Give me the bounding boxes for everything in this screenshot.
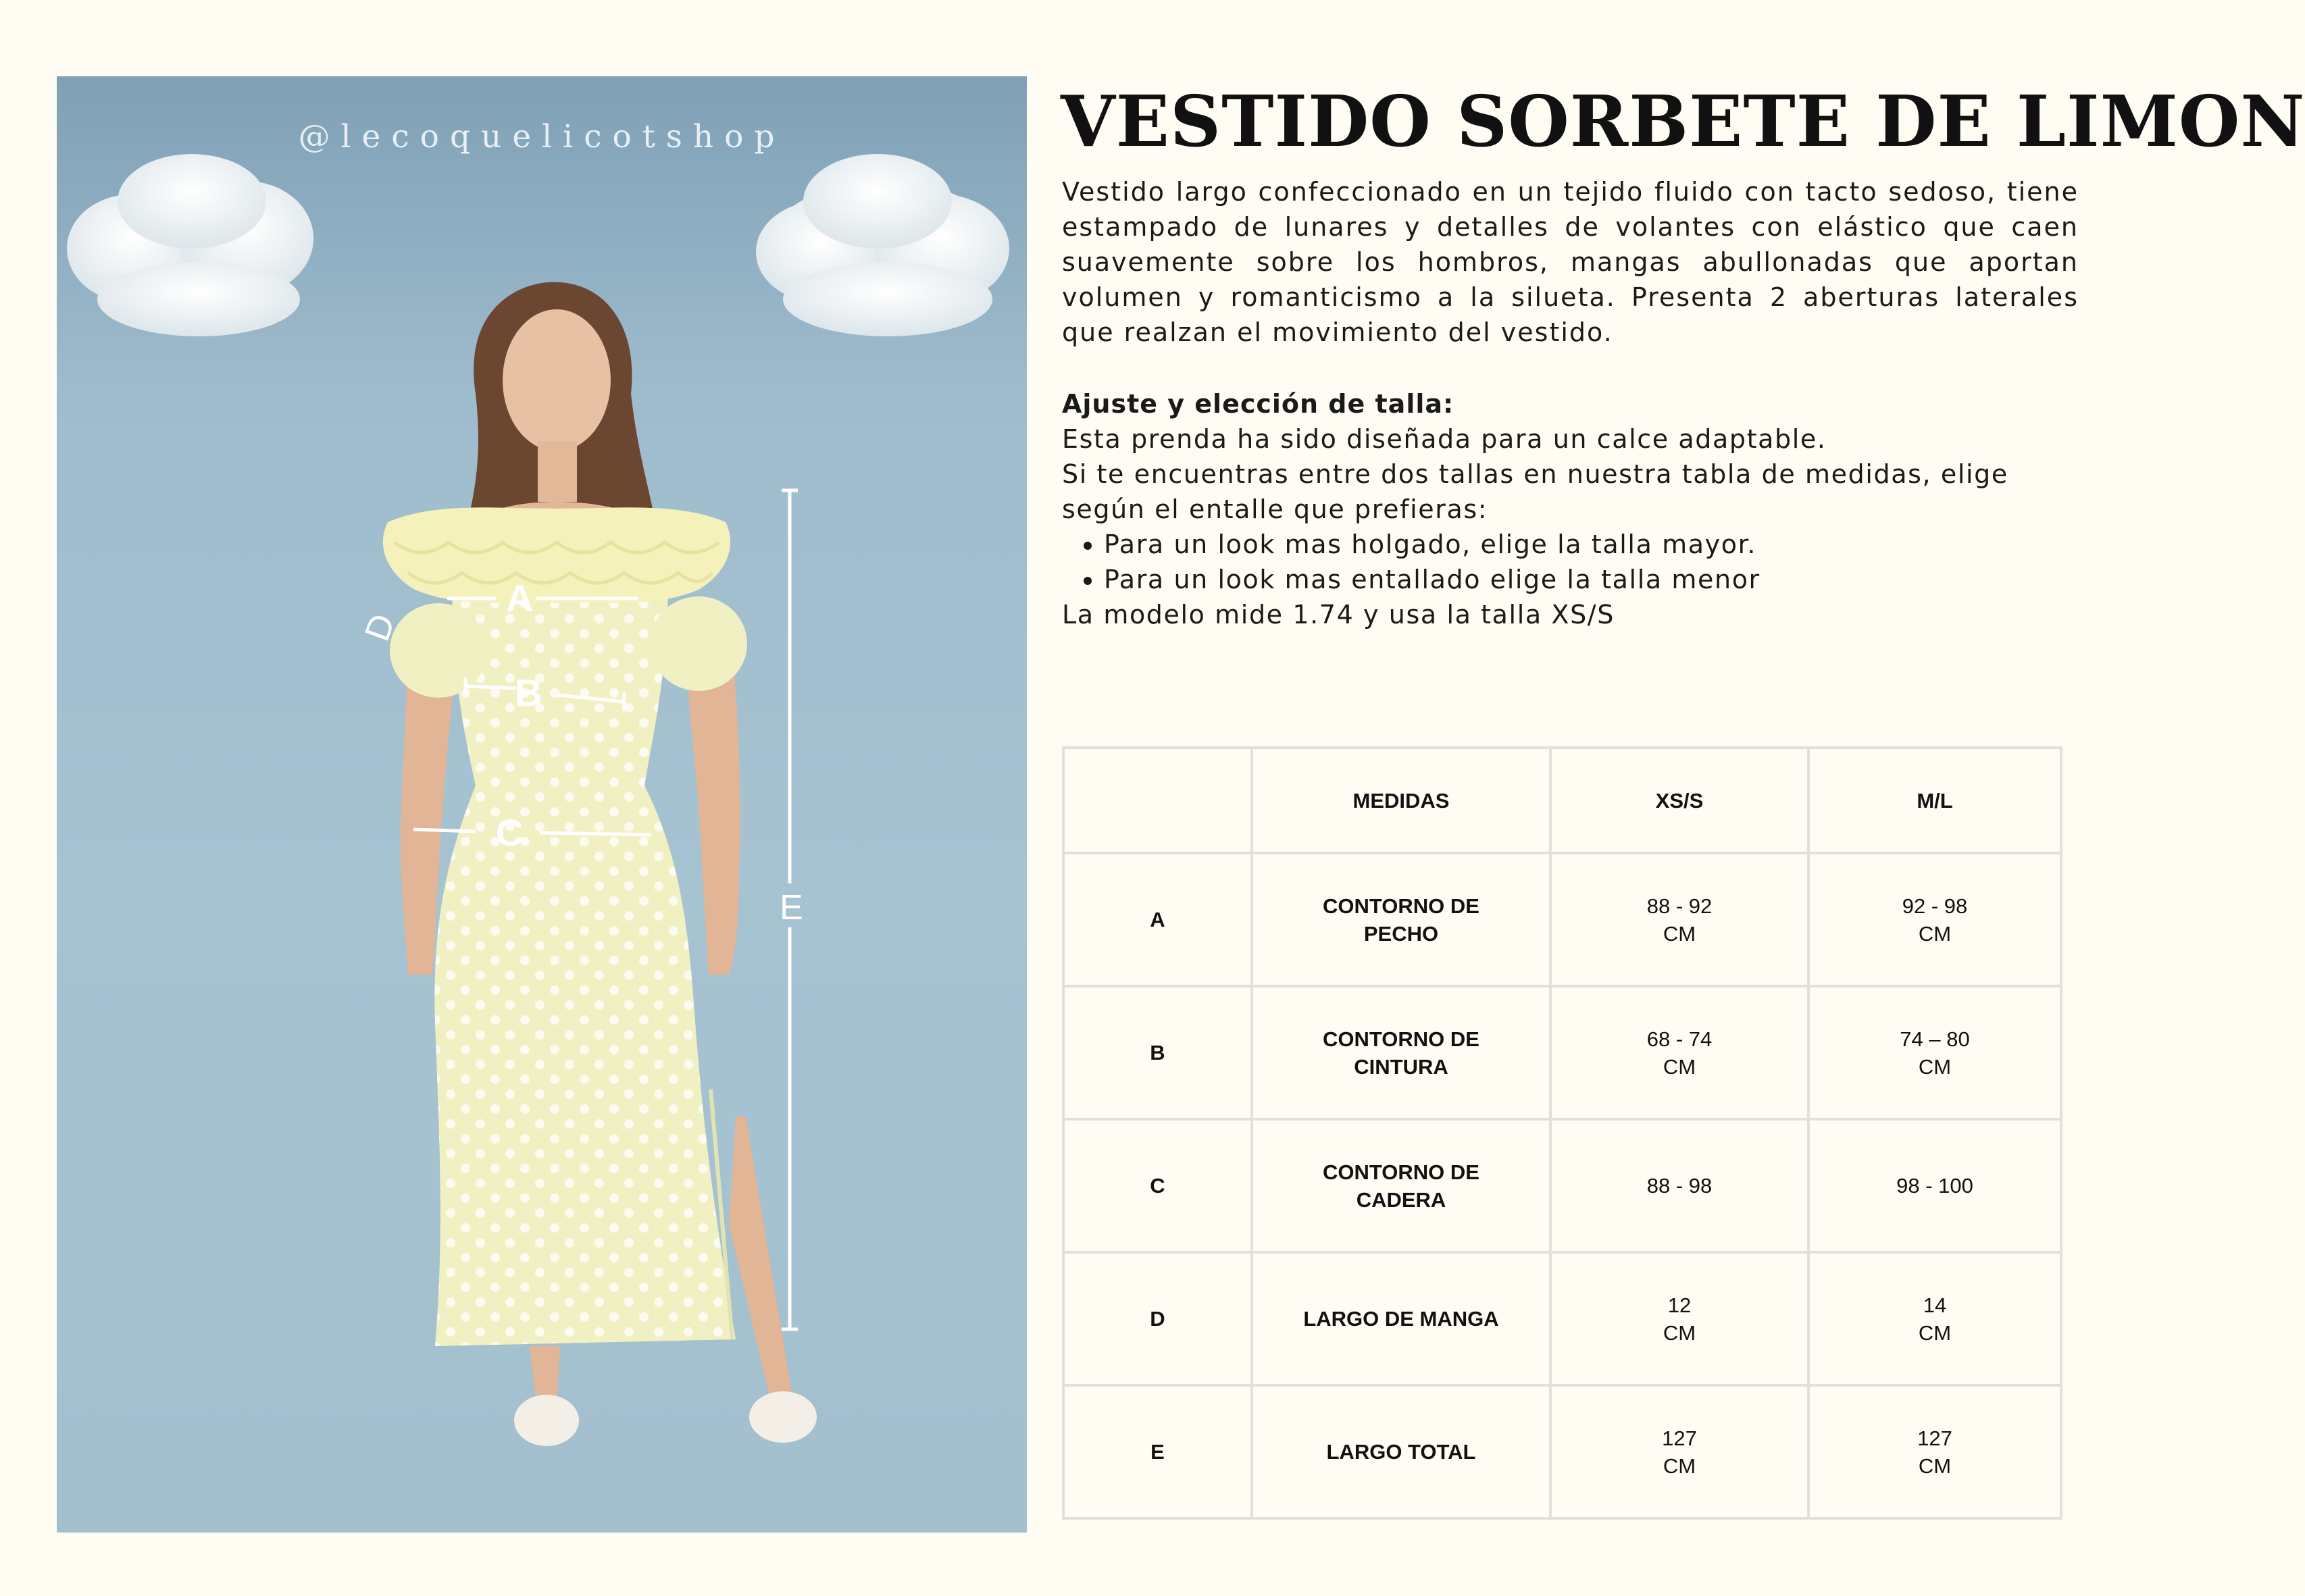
product-title: VESTIDO SORBETE DE LIMON — [1061, 80, 2305, 163]
row-code: A — [1063, 853, 1252, 986]
fit-bullet-looser: • Para un look mas holgado, elige la talla mayor. — [1104, 527, 2096, 562]
row-m-l: 92 - 98 CM — [1808, 853, 2061, 986]
right-cloud — [756, 154, 1009, 336]
marker-e: E — [780, 888, 803, 927]
fit-bullets — [1062, 527, 2096, 597]
marker-c: C — [496, 811, 524, 854]
fit-guide — [1062, 386, 2096, 632]
table-row — [1063, 986, 2061, 1119]
face — [503, 309, 611, 451]
header-m-l: M/L — [1808, 748, 2061, 853]
left-shoe — [514, 1395, 579, 1446]
header-code — [1063, 748, 1252, 853]
row-code: C — [1063, 1119, 1252, 1252]
left-cloud — [67, 154, 313, 336]
watermark-handle: @lecoquelicotshop — [298, 118, 786, 155]
marker-b: B — [515, 671, 542, 714]
fit-title: Ajuste y elección de talla: — [1062, 389, 1454, 419]
row-measure: CONTORNO DE CADERA — [1252, 1119, 1550, 1252]
row-measure: CONTORNO DE CINTURA — [1252, 986, 1550, 1119]
row-m-l: 14 CM — [1808, 1252, 2061, 1385]
table-row — [1063, 853, 2061, 986]
size-table — [1062, 746, 2062, 1520]
fit-line-2: Si te encuentras entre dos tallas en nuestra tabla de medidas, elige según el entalle que prefieras: — [1062, 459, 2008, 524]
model-note: La modelo mide 1.74 y usa la talla XS/S — [1062, 600, 1615, 629]
fit-bullet-tighter: • Para un look mas entallado elige la talla menor — [1104, 562, 2096, 597]
row-xs-s: 127 CM — [1550, 1385, 1808, 1518]
row-code: B — [1063, 986, 1252, 1119]
row-m-l: 74 – 80 CM — [1808, 986, 2061, 1119]
row-measure: LARGO TOTAL — [1252, 1385, 1550, 1518]
model-illustration — [57, 76, 1027, 1533]
right-arm — [685, 650, 740, 975]
row-xs-s: 12 CM — [1550, 1252, 1808, 1385]
table-header-row — [1063, 748, 2061, 853]
left-sleeve — [390, 603, 487, 698]
right-shoe — [749, 1391, 817, 1443]
header-medidas: MEDIDAS — [1252, 748, 1550, 853]
right-sleeve — [650, 596, 747, 691]
table-row — [1063, 1252, 2061, 1385]
row-m-l: 127 CM — [1808, 1385, 2061, 1518]
header-xs-s: XS/S — [1550, 748, 1808, 853]
marker-a: A — [506, 577, 534, 619]
row-measure: LARGO DE MANGA — [1252, 1252, 1550, 1385]
row-m-l: 98 - 100 — [1808, 1119, 2061, 1252]
product-photo — [57, 76, 1027, 1533]
row-xs-s: 88 - 92 CM — [1550, 853, 1808, 986]
table-row — [1063, 1119, 2061, 1252]
marker-d: D — [357, 609, 403, 646]
product-description: Vestido largo confeccionado en un tejido fluido con tacto sedoso, tiene estampado de lunares y detalles de volantes con elástico que caen suavemente sobre los hombros, mangas abullonadas que aportan volumen y romanticismo a la silueta. Presenta 2 aberturas laterales que realzan el movimiento del vestido. — [1062, 177, 2079, 347]
row-code: D — [1063, 1252, 1252, 1385]
ruffle-neckline — [383, 507, 730, 603]
row-xs-s: 68 - 74 CM — [1550, 986, 1808, 1119]
fit-line-1: Esta prenda ha sido diseñada para un calce adaptable. — [1062, 424, 1827, 454]
row-measure: CONTORNO DE PECHO — [1252, 853, 1550, 986]
row-code: E — [1063, 1385, 1252, 1518]
row-xs-s: 88 - 98 — [1550, 1119, 1808, 1252]
table-row — [1063, 1385, 2061, 1518]
